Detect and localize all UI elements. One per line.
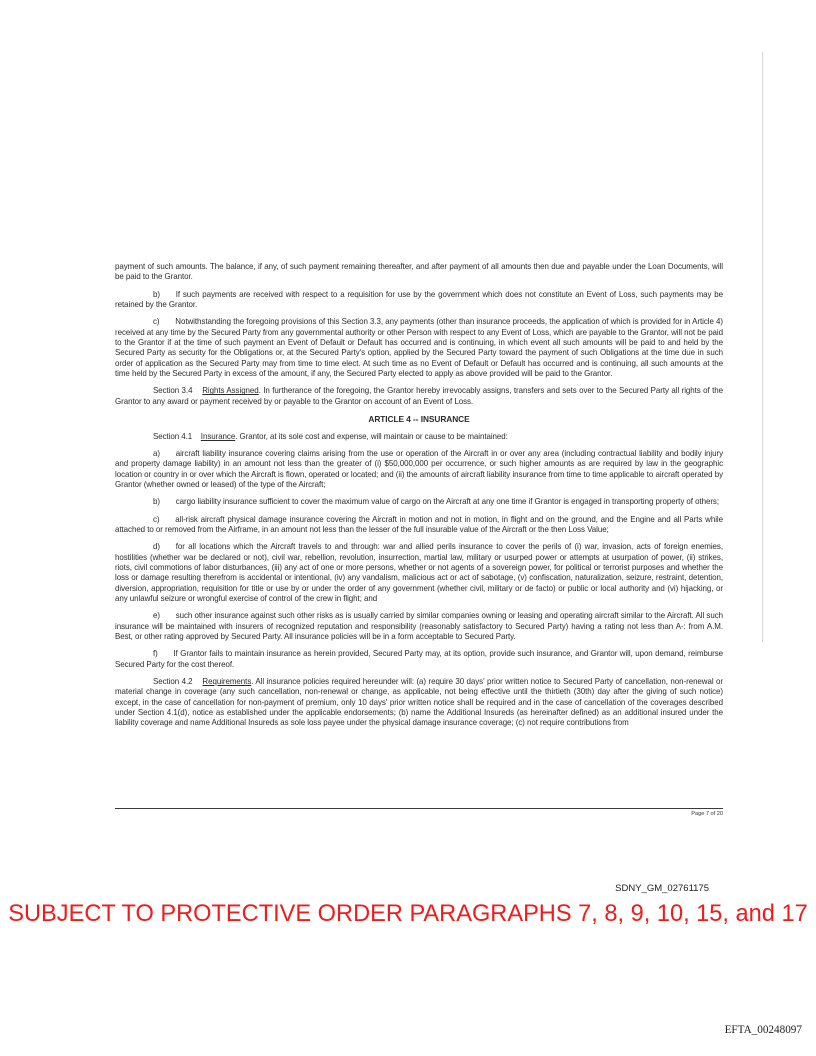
- section-4-2: [115, 677, 723, 729]
- section-4-1-number: Section 4.1: [153, 431, 193, 441]
- section-3-4: [115, 386, 723, 407]
- section-4-1-a: a) aircraft liability insurance covering claims arising from the use or operation of the Aircraft in or over any area (including contractual liability and bodily injury and property damage liability) in an amount not less than the greater of (i) $50,000,000 per occurrence, or such higher amounts as are required by law in the geographic location or country in or over which the Aircraft is flown, operated or located; and (ii) the amounts of aircraft liability insurance from time to time applicable to aircraft operated by Grantor (whether owned or leased) of the type of the Aircraft;: [115, 449, 723, 490]
- section-4-1: [115, 432, 723, 442]
- section-4-2-number: Section 4.2: [153, 676, 193, 686]
- section-4-1-b: b) cargo liability insurance sufficient to cover the maximum value of cargo on the Aircraft at any one time if Grantor is engaged in transporting property of others;: [153, 497, 719, 507]
- section-4-1-c: c) all-risk aircraft physical damage insurance covering the Aircraft in motion and not in motion, in flight and on the ground, and the Engine and all Parts while attached to or removed from the Airframe, in an amount not less than the lesser of the full insurable value of the Aircraft or the then Loss Value;: [115, 514, 723, 535]
- section-4-2-text: . All insurance policies required hereunder will: (a) require 30 days' prior written notice to Secured Party of cancellation, non-renewal or material change in coverage (any such cancellation, non-renewal or change, as applicable, not being effective until the thirtieth (30th) day after the giving of such notice) except, in the case of cancellation for non-payment of premium, only 10 days' prior written notice shall be required and in the case of cancellation of the coverages described under Section 4.1(d), notice as established under the applicable endorsements; (b) name the Additional Insureds (as hereinafter defined) as an additional insured under the liability coverage and name Additional Insureds as sole loss payee under the physical damage insurance coverage; (c) not require contributions from: [115, 676, 723, 728]
- section-3-3-b: b) If such payments are received with respect to a requisition for use by the government which does not constitute an Event of Loss, such payments may be retained by the Grantor.: [115, 289, 723, 309]
- section-3-4-title: Rights Assigned: [202, 386, 259, 396]
- section-3-3-c: c) Notwithstanding the foregoing provisions of this Section 3.3, any payments (other than insurance proceeds, the application of which is provided for in Article 4) received at any time by the Secured Party from any governmental authority or other Person with respect to any Event of Loss, which are payable to the Grantor, will not be paid to the Grantor if at the time of such payment an Event of Default or Default has occurred and is continuing, in which event all such amounts will be paid to and held by the Secured Party as security for the Obligations or, at the Secured Party's option, applied by the Secured Party toward the payment of such Obligations at the time due in such order of application as the Secured Party may from time to time elect. At such time as no Event of Default or Default has occurred and is continuing, all such amounts at the time held by the Secured Party in excess of the amount, if any, the Secured Party elected to apply as above provided will be paid to the Grantor.: [115, 317, 723, 378]
- section-4-1-e: e) such other insurance against such other risks as is usually carried by similar companies owning or leasing and operating aircraft similar to the Aircraft. All such insurance will be maintained with insurers of recognized reputation and responsibility (reasonably satisfactory to Secured Party) having a rating not less than A-: from A.M. Best, or other rating approved by Secured Party. All insurance policies will be in a form acceptable to Secured Party.: [115, 611, 723, 641]
- page-footer: [115, 808, 723, 817]
- protective-order-banner: SUBJECT TO PROTECTIVE ORDER PARAGRAPHS 7, 8, 9, 10, 15, and 17: [8, 901, 808, 927]
- section-4-1-text: . Grantor, at its sole cost and expense, will maintain or cause to be maintained:: [235, 431, 508, 441]
- document-body: [115, 262, 723, 736]
- efta-number: EFTA_00248097: [724, 1024, 802, 1036]
- section-4-2-title: Requirements: [202, 676, 252, 686]
- carryover-paragraph: payment of such amounts. The balance, if any, of such payment remaining thereafter, and after payment of all amounts then due and payable under the Loan Documents, will be paid to the Grantor.: [115, 262, 723, 282]
- bates-number: SDNY_GM_02761175: [615, 883, 709, 894]
- page-number: Page 7 of 20: [691, 811, 723, 817]
- section-4-1-title: Insurance: [200, 431, 236, 441]
- section-4-1-f: f) If Grantor fails to maintain insurance as herein provided, Secured Party may, at its option, provide such insurance, and Grantor will, upon demand, reimburse Secured Party for the cost thereof.: [115, 649, 723, 669]
- section-3-4-text: . In furtherance of the foregoing, the Grantor hereby irrevocably assigns, transfers and sets over to the Secured Party all rights of the Grantor to any award or payment received by or payable to the Grantor on account of an Event of Loss.: [115, 386, 724, 406]
- section-4-1-d: d) for all locations which the Aircraft travels to and through: war and allied perils insurance to cover the perils of (i) war, invasion, acts of foreign enemies, hostilities (whether war be declared or not), civil war, rebellion, revolution, insurrection, martial law, military or usurped power or attempts at usurpation of power, (ii) strikes, riots, civil commotions of labor disturbances, (iii) any act of one or more persons, whether or not agents of a sovereign power, for political or terrorist purposes and whether the loss or damage resulting therefrom is accidental or intentional, (iv) any vandalism, malicious act or act of sabotage, (v) confiscation, naturalization, seizure, restraint, detention, diversion, appropriation, requisition for title or use by or under the order of any government (whether civil, military or de facto) or public or local authority and (vi) hijacking, or any unlawful seizure or wrongful exercise of control of the crew in flight; and: [115, 542, 723, 603]
- scan-page-edge: [762, 52, 763, 642]
- article-4-heading: ARTICLE 4 -- INSURANCE: [368, 413, 470, 424]
- section-3-4-number: Section 3.4: [153, 386, 193, 396]
